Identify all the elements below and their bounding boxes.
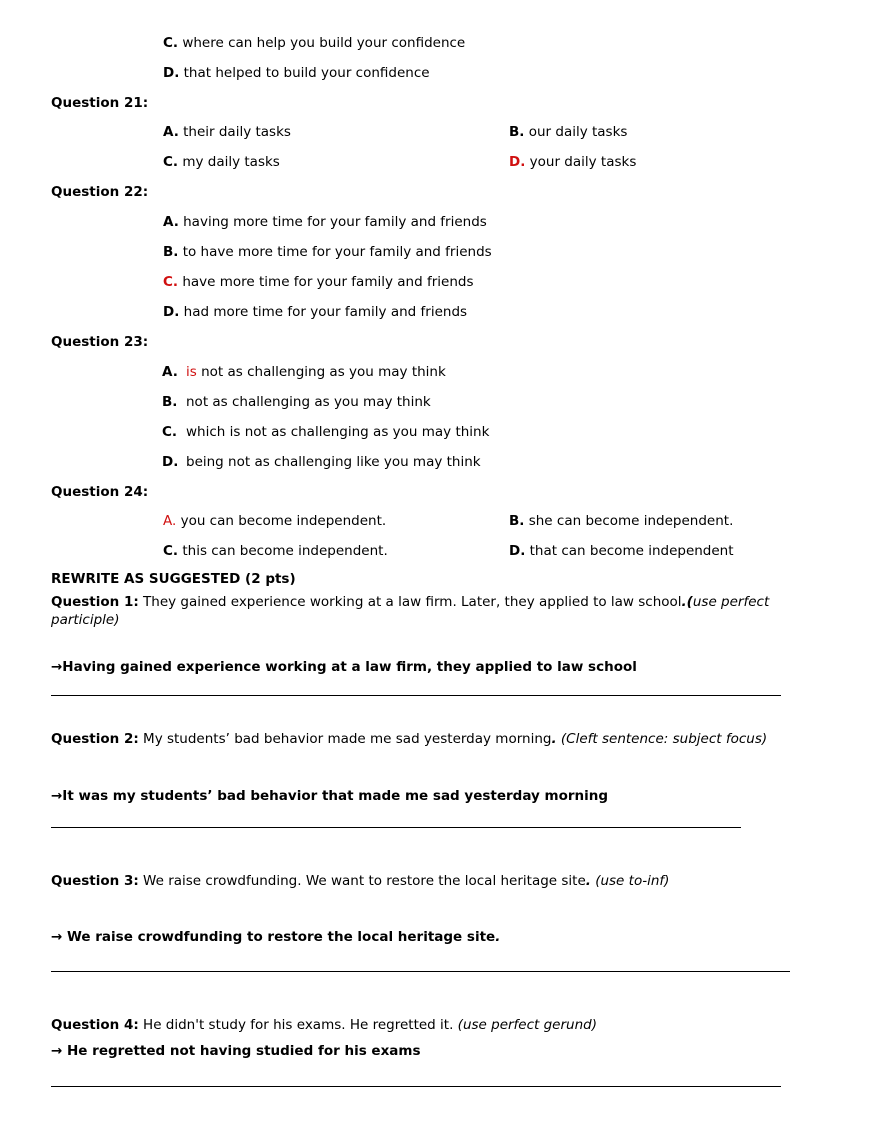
rewrite-q1-prompt-cont: participle) — [51, 612, 120, 628]
q24-option-b: B. she can become independent. — [509, 513, 734, 529]
rewrite-q2-prompt: Question 2: My students’ bad behavior made me sad yesterday morning. (Cleft sentence: subject focus) — [51, 731, 768, 747]
rewrite-q4-answer: → He regretted not having studied for his exams — [51, 1043, 421, 1059]
q23-option-d: D. being not as challenging like you may think — [162, 454, 481, 470]
q23-option-c: C. which is not as challenging as you may think — [162, 424, 490, 440]
q23-option-a: A. is not as challenging as you may think — [162, 364, 446, 380]
rewrite-q3-answer: → We raise crowdfunding to restore the local heritage site. — [51, 929, 501, 945]
rewrite-q4-prompt: Question 4: He didn't study for his exams. He regretted it. (use perfect gerund) — [51, 1017, 597, 1033]
q22-label: Question 22: — [51, 184, 149, 200]
q20-option-c: C. where can help you build your confidence — [163, 35, 466, 51]
rewrite-q1-prompt: Question 1: They gained experience working at a law firm. Later, they applied to law school.(use perfect — [51, 594, 770, 610]
q22-option-a: A. having more time for your family and friends — [163, 214, 487, 230]
q24-label: Question 24: — [51, 484, 149, 500]
q21-option-b: B. our daily tasks — [509, 124, 628, 140]
answer-line-1 — [51, 695, 781, 696]
q24-option-a: A. you can become independent. — [163, 513, 387, 529]
q24-option-c: C. this can become independent. — [163, 543, 388, 559]
q22-option-d: D. had more time for your family and friends — [163, 304, 468, 320]
q21-option-c: C. my daily tasks — [163, 154, 280, 170]
answer-line-2 — [51, 827, 741, 828]
q21-option-d: D. your daily tasks — [509, 154, 637, 170]
q22-option-c: C. have more time for your family and friends — [163, 274, 474, 290]
q21-label: Question 21: — [51, 95, 149, 111]
answer-line-4 — [51, 1086, 781, 1087]
q24-option-d: D. that can become independent — [509, 543, 734, 559]
q23-option-b: B. not as challenging as you may think — [162, 394, 431, 410]
rewrite-q2-answer: →It was my students’ bad behavior that made me sad yesterday morning — [51, 788, 609, 804]
rewrite-heading: REWRITE AS SUGGESTED (2 pts) — [51, 571, 296, 587]
q20-option-d: D. that helped to build your confidence — [163, 65, 430, 81]
q23-label: Question 23: — [51, 334, 149, 350]
rewrite-q3-prompt: Question 3: We raise crowdfunding. We want to restore the local heritage site. (use to-inf) — [51, 873, 670, 889]
answer-line-3 — [51, 971, 790, 972]
q21-option-a: A. their daily tasks — [163, 124, 291, 140]
rewrite-q1-answer: →Having gained experience working at a law firm, they applied to law school — [51, 659, 637, 675]
q22-option-b: B. to have more time for your family and friends — [163, 244, 492, 260]
